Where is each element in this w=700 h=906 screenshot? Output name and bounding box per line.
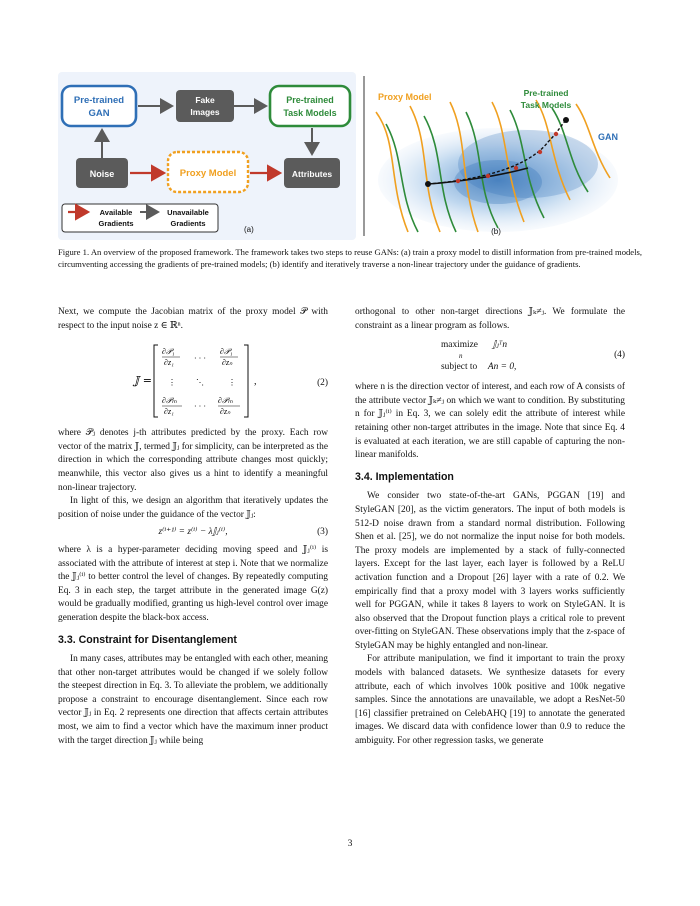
right-column	[355, 306, 625, 749]
left-paragraph-1: Next, we compute the Jacobian matrix of the proxy model 𝒫 with respect to the input noise z ∈ ℝⁿ.	[58, 307, 328, 331]
fake-images-label-2: Images	[190, 107, 220, 117]
fake-images-label-1: Fake	[195, 95, 215, 105]
left-paragraph-3: In light of this, we design an algorithm that iteratively updates the position of noise under the guidance of the vector 𝕁ⱼ:	[58, 496, 328, 520]
svg-text:∂zₙ: ∂zₙ	[222, 358, 233, 368]
panel-a-label: (a)	[244, 225, 254, 234]
figure-caption: Figure 1. An overview of the proposed framework. The framework takes two steps to reuse GANs: (a) train a proxy model to distill information from pre-trained models, circumventing accessing the gradients of pre-trained models; (b) identify and iteratively traverse a non-linear trajectory under the guidance of gradients.	[58, 247, 642, 270]
jacobian-matrix	[58, 337, 328, 423]
trajectory-start	[425, 181, 431, 187]
svg-text:· · ·: · · ·	[194, 354, 206, 364]
right-paragraph-1: orthogonal to other non-target directions 𝕁ₖ≠ⱼ. We formulate the constraint as a linear program as follows.	[355, 307, 625, 331]
pretrained-gan-label-1: Pre-trained	[73, 95, 125, 106]
proxy-model-label: Proxy Model	[179, 168, 237, 179]
figure-svg	[58, 72, 642, 240]
pretrained-gan-label-2: GAN	[88, 108, 110, 119]
task-models-label-1: Pre-trained	[286, 95, 334, 105]
task-models-label-2: Task Models	[283, 108, 337, 118]
left-column	[58, 306, 328, 748]
jacobian-symbol: 𝕁 =	[134, 374, 152, 388]
right-paragraph-3: We consider two state-of-the-art GANs, PGGAN [19] and StyleGAN [20], as the victim generators. The input of both models is 512-D noise drawn from a standard normal distribution. Following Shen et al. [25], we do not normalize the input noise for both models. The proxy models are implemented by a stack of fully-connected layers. Except for the last layer, each layer is followed by a ReLU activation function and a Dropout [26] layer with a rate of 0.2. We empirically find that a proxy model with 3 layers works sufficiently well for PGGAN, while it takes 8 layers to work on StyleGAN. It is also observed that the Dropout function plays a critical role to prevent over-fitting on StyleGAN. These observations imply that the z-space of StyleGAN may be highly entangled and non-linear.	[355, 491, 625, 651]
equation-3	[58, 526, 328, 540]
equation-2	[58, 337, 328, 423]
equation-2-number: (2)	[317, 378, 328, 389]
equation-4	[355, 337, 625, 377]
page-number: 3	[347, 838, 353, 849]
section-3-3-heading: 3.3. Constraint for Disentanglement	[58, 633, 237, 646]
svg-text:∂z₁: ∂z₁	[164, 407, 174, 417]
noise-box	[76, 158, 128, 188]
attributes-box	[284, 158, 340, 188]
gan-label-b: GAN	[598, 132, 618, 142]
svg-text:∂𝒫ₘ: ∂𝒫ₘ	[162, 396, 177, 406]
svg-text:∂𝒫₁: ∂𝒫₁	[162, 347, 175, 357]
right-paragraph-2: where n is the direction vector of interest, and each row of A consists of the attribute vector 𝕁ₖ≠ⱼ on which we want to condition. By substituting n for 𝕁ⱼ⁽ⁱ⁾ in Eq. 3, we can solely edit the attribute of interest while retaining other non-target attributes in the image. Note that since Eq. 4 is evaluated at each iteration, we are still capable of capturing the non-linear manifolds.	[355, 382, 625, 461]
trajectory-end	[563, 117, 569, 123]
svg-text:∂z₁: ∂z₁	[164, 358, 174, 368]
svg-text:∂𝒫₁: ∂𝒫₁	[220, 347, 233, 357]
legend-available-label-2: Gradients	[98, 219, 134, 228]
svg-text:⋮: ⋮	[228, 378, 236, 388]
legend-unavailable-label-1: Unavailable	[167, 208, 209, 217]
proxy-model-box	[168, 152, 248, 192]
svg-text:· · ·: · · ·	[194, 402, 206, 412]
attributes-label: Attributes	[291, 169, 333, 179]
equation-4-number: (4)	[614, 350, 625, 361]
svg-text:∂zₙ: ∂zₙ	[220, 407, 231, 417]
left-paragraph-5: In many cases, attributes may be entangled with each other, meaning that other non-target attributes would be changed if we solely follow the steepest direction in Eq. 3. To alleviate the problem, we additionally propose a constraint to encourage disentanglement. Since each row vector 𝕁ⱼ in Eq. 2 represents one direction that affects certain attributes most, we aim to find a vector which have the maximum inner product with the target direction 𝕁ⱼ while being	[58, 654, 328, 746]
panel-b	[376, 88, 618, 236]
svg-text:∂𝒫ₘ: ∂𝒫ₘ	[218, 396, 233, 406]
equation-4-line-1: maximize 𝕁ⱼᵀn	[441, 340, 508, 351]
proxy-label-b: Proxy Model	[378, 92, 432, 102]
figure-1	[58, 72, 642, 240]
task-label-b-2: Task Models	[520, 100, 572, 110]
legend	[62, 204, 218, 232]
left-paragraph-2: where 𝒫ⱼ denotes j-th attributes predicted by the proxy. Each row vector of the matrix 𝕁, termed 𝕁ⱼ for simplicity, can be interpreted as the direction in which the corresponding attribute changes most quickly; meanwhile, this vector also gives us a hint to identify a meaningful non-linear trajectory.	[58, 428, 328, 493]
fake-images-box	[176, 90, 234, 122]
legend-available-label-1: Available	[99, 208, 133, 217]
noise-label: Noise	[89, 169, 115, 179]
svg-text:,: ,	[254, 376, 257, 388]
left-paragraph-4: where λ is a hyper-parameter deciding moving speed and 𝕁ⱼ⁽ⁱ⁾ is associated with the attribute of interest at step i. Note that we normalize the 𝕁ⱼ⁽ⁱ⁾ to better control the level of changes. By repeatedly computing Eq. 3 in each step, the target attribute in the generated image G(z) would be gradually modified, granting us high-level control over image generation despite the black-box access.	[58, 544, 328, 623]
legend-unavailable-label-2: Gradients	[170, 219, 206, 228]
task-label-b-1: Pre-trained	[523, 88, 569, 98]
svg-text:⋮: ⋮	[168, 378, 176, 388]
section-3-4-heading: 3.4. Implementation	[355, 470, 454, 483]
pretrained-task-models-box	[270, 86, 350, 126]
right-paragraph-4: For attribute manipulation, we find it important to train the proxy models with balanced datasets. We synthesize datasets for every attribute, each of which involves 100k positive and 100k negative samples. Since the annotations are unavailable, we adopt a ResNet-50 [16] classifier pretrained on CelebAHQ [19] to annotate the generated images. We discard data with confidence lower than 0.9 to reduce the ambiguity. For other regression tasks, we generate	[355, 654, 625, 747]
equation-3-body: z⁽ⁱ⁺¹⁾ = z⁽ⁱ⁾ − λ𝕁ⱼ⁽ⁱ⁾,	[158, 527, 228, 538]
svg-text:⋱: ⋱	[196, 378, 204, 388]
panel-b-label: (b)	[491, 227, 501, 236]
equation-3-number: (3)	[317, 527, 328, 538]
equation-4-sub: n	[459, 352, 463, 361]
pretrained-gan-box	[62, 86, 136, 126]
equation-4-line-2: subject to An = 0,	[441, 362, 517, 373]
